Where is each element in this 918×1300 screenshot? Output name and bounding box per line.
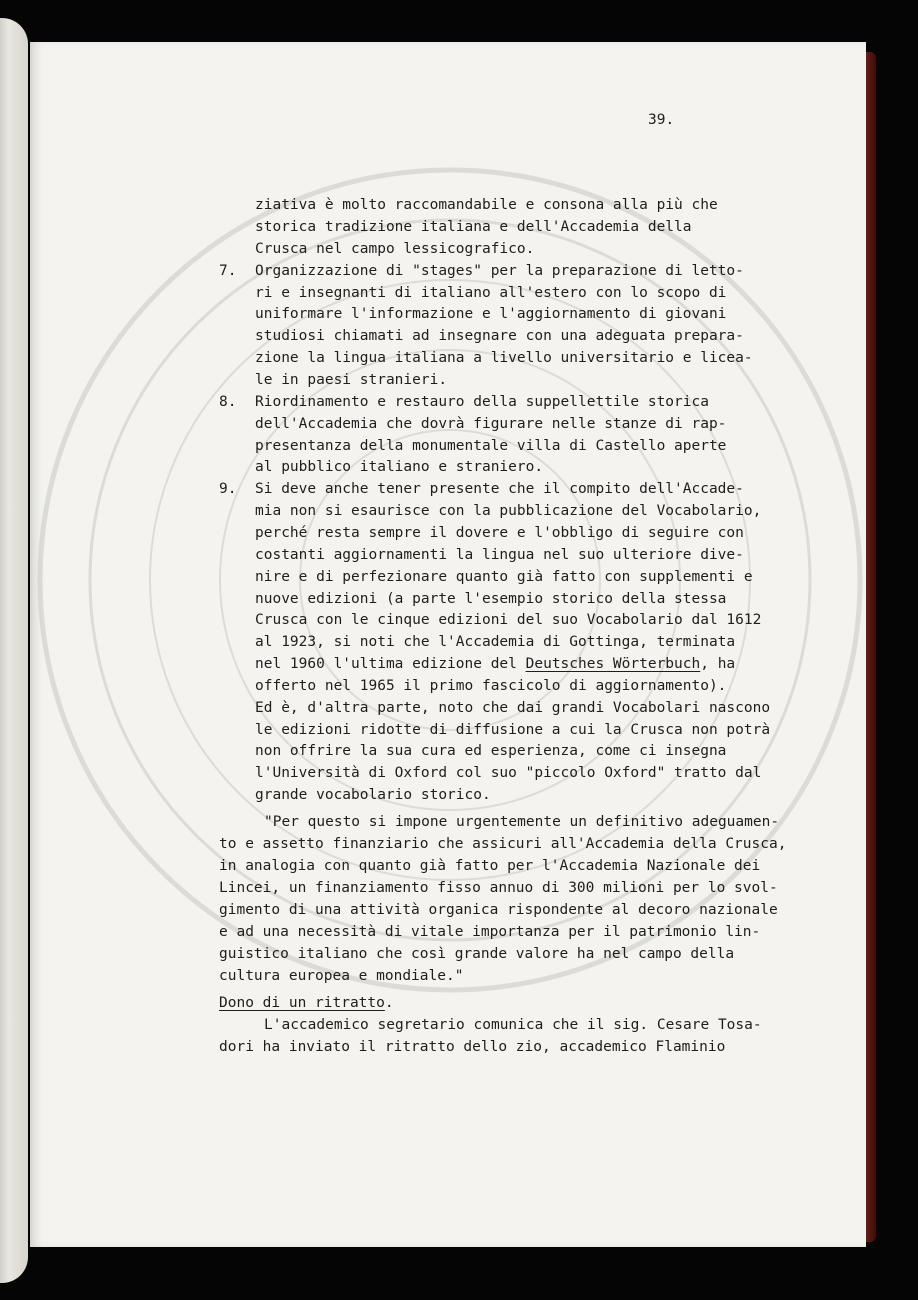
text-line: cultura europea e mondiale.": [219, 968, 464, 984]
text-fragment: nel 1960 l'ultima edizione del: [255, 656, 526, 672]
text-line: Lincei, un finanziamento fisso annuo di 300 milioni per lo svol-: [219, 880, 778, 896]
text-fragment: , ha: [700, 656, 736, 672]
text-line: grande vocabolario storico.: [255, 787, 491, 803]
text-line: costanti aggiornamenti la lingua nel suo ulteriore dive-: [255, 547, 744, 563]
text-line: mia non si esaurisce con la pubblicazione del Vocabolario,: [255, 503, 762, 519]
text-line: ri e insegnanti di italiano all'estero con lo scopo di: [255, 285, 727, 301]
section-heading-period: .: [384, 995, 394, 1011]
text-line: al pubblico italiano e straniero.: [255, 459, 544, 475]
text-line: "Per questo si impone urgentemente un definitivo adeguamen-: [264, 814, 780, 830]
text-line: zione la lingua italiana a livello universitario e licea-: [255, 350, 753, 366]
underlined-book-title: Deutsches Wörterbuch: [525, 656, 701, 672]
list-item-number: 8.: [219, 394, 237, 410]
text-line: to e assetto finanziario che assicuri all'Accademia della Crusca,: [219, 836, 787, 852]
list-item-number: 9.: [219, 481, 237, 497]
section-heading: [219, 993, 394, 1015]
text-line: dori ha inviato il ritratto dello zio, accademico Flaminio: [219, 1039, 726, 1055]
section-heading-text: Dono di un ritratto: [219, 995, 385, 1011]
text-line: le in paesi stranieri.: [255, 372, 448, 388]
text-line: uniformare l'informazione e l'aggiornamento di giovani: [255, 306, 727, 322]
text-line: in analogia con quanto già fatto per l'Accademia Nazionale dei: [219, 858, 761, 874]
text-line: Ed è, d'altra parte, noto che dai grandi Vocabolari nascono: [255, 700, 771, 716]
text-line: presentanza della monumentale villa di Castello aperte: [255, 438, 727, 454]
text-line: storica tradizione italiana e dell'Accademia della: [255, 219, 692, 235]
text-line: Crusca con le cinque edizioni del suo Vocabolario dal 1612: [255, 612, 762, 628]
text-line: non offrire la sua cura ed esperienza, come ci insegna: [255, 743, 727, 759]
text-line: Si deve anche tener presente che il compito dell'Accade-: [255, 481, 744, 497]
text-line: nire e di perfezionare quanto già fatto con supplementi e: [255, 569, 753, 585]
page-number: 39.: [648, 112, 675, 128]
text-line: Organizzazione di "stages" per la preparazione di letto-: [255, 263, 744, 279]
text-line: dell'Accademia che dovrà figurare nelle stanze di rap-: [255, 416, 727, 432]
text-line: Crusca nel campo lessicografico.: [255, 241, 535, 257]
text-line: e ad una necessità di vitale importanza per il patrimonio lin-: [219, 924, 761, 940]
text-line: l'Università di Oxford col suo "piccolo Oxford" tratto dal: [255, 765, 762, 781]
left-page-edge: [0, 18, 28, 1283]
text-line: gimento di una attività organica rispondente al decoro nazionale: [219, 902, 778, 918]
text-line: offerto nel 1965 il primo fascicolo di aggiornamento).: [255, 678, 727, 694]
text-line: guistico italiano che così grande valore ha nel campo della: [219, 946, 735, 962]
text-line: al 1923, si noti che l'Accademia di Gottinga, terminata: [255, 634, 736, 650]
text-line: ziativa è molto raccomandabile e consona alla più che: [255, 197, 718, 213]
text-line: L'accademico segretario comunica che il sig. Cesare Tosa-: [264, 1017, 762, 1033]
text-line-with-title: [255, 654, 735, 676]
text-line: nuove edizioni (a parte l'esempio storico della stessa: [255, 591, 727, 607]
list-item-number: 7.: [219, 263, 237, 279]
text-line: le edizioni ridotte di diffusione a cui la Crusca non potrà: [255, 722, 771, 738]
text-line: studiosi chiamati ad insegnare con una adeguata prepara-: [255, 328, 744, 344]
text-line: perché resta sempre il dovere e l'obbligo di seguire con: [255, 525, 744, 541]
text-line: Riordinamento e restauro della suppellettile storica: [255, 394, 709, 410]
